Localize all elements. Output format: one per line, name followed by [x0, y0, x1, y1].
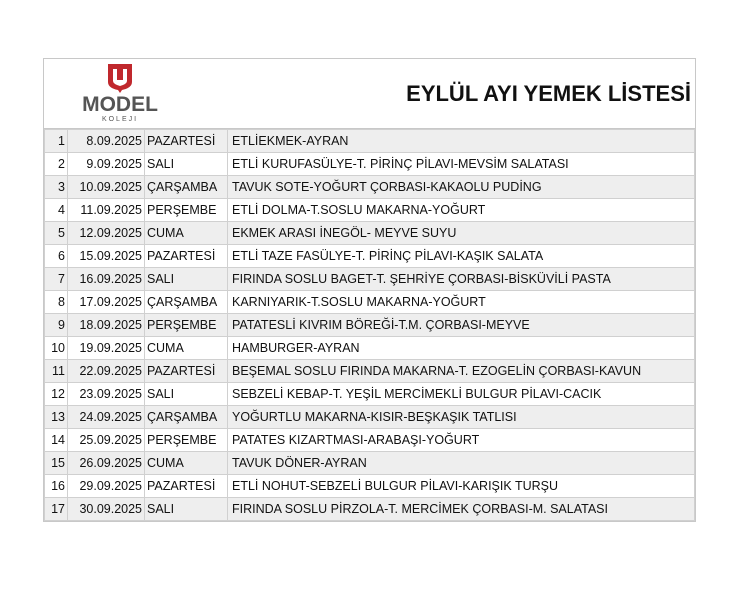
shield-icon [72, 62, 168, 94]
row-day: PERŞEMBE [145, 429, 228, 452]
row-number: 9 [45, 314, 68, 337]
row-day: ÇARŞAMBA [145, 291, 228, 314]
row-menu: KARNIYARIK-T.SOSLU MAKARNA-YOĞURT [228, 291, 695, 314]
row-day: CUMA [145, 452, 228, 475]
row-menu: BEŞEMAL SOSLU FIRINDA MAKARNA-T. EZOGELİN ÇORBASI-KAVUN [228, 360, 695, 383]
row-day: SALI [145, 153, 228, 176]
row-number: 1 [45, 130, 68, 153]
table-row [45, 153, 695, 176]
table-row [45, 199, 695, 222]
row-date: 24.09.2025 [68, 406, 145, 429]
row-date: 11.09.2025 [68, 199, 145, 222]
row-number: 7 [45, 268, 68, 291]
menu-sheet [43, 58, 696, 522]
row-date: 26.09.2025 [68, 452, 145, 475]
logo-subtext: KOLEJI [101, 116, 139, 123]
row-day: PAZARTESİ [145, 360, 228, 383]
row-number: 17 [45, 498, 68, 521]
row-date: 23.09.2025 [68, 383, 145, 406]
logo-text: MODEL [82, 93, 158, 116]
row-menu: SEBZELİ KEBAP-T. YEŞİL MERCİMEKLİ BULGUR PİLAVI-CACIK [228, 383, 695, 406]
sheet-header [44, 59, 695, 129]
table-row [45, 498, 695, 521]
row-day: CUMA [145, 337, 228, 360]
row-date: 8.09.2025 [68, 130, 145, 153]
table-row [45, 245, 695, 268]
row-menu: YOĞURTLU MAKARNA-KISIR-BEŞKAŞIK TATLISI [228, 406, 695, 429]
row-menu: PATATESLİ KIVRIM BÖREĞİ-T.M. ÇORBASI-MEYVE [228, 314, 695, 337]
table-row [45, 383, 695, 406]
row-number: 6 [45, 245, 68, 268]
row-number: 15 [45, 452, 68, 475]
row-date: 12.09.2025 [68, 222, 145, 245]
table-row [45, 314, 695, 337]
row-menu: EKMEK ARASI İNEGÖL- MEYVE SUYU [228, 222, 695, 245]
row-menu: ETLİ NOHUT-SEBZELİ BULGUR PİLAVI-KARIŞIK TURŞU [228, 475, 695, 498]
table-row [45, 475, 695, 498]
row-date: 29.09.2025 [68, 475, 145, 498]
row-day: ÇARŞAMBA [145, 176, 228, 199]
table-row [45, 222, 695, 245]
row-number: 16 [45, 475, 68, 498]
table-row [45, 176, 695, 199]
page-title: EYLÜL AYI YEMEK LİSTESİ [406, 81, 691, 106]
table-row [45, 337, 695, 360]
row-day: SALI [145, 383, 228, 406]
row-number: 3 [45, 176, 68, 199]
row-day: PERŞEMBE [145, 314, 228, 337]
row-day: SALI [145, 498, 228, 521]
row-date: 16.09.2025 [68, 268, 145, 291]
school-logo [72, 62, 168, 124]
row-day: PAZARTESİ [145, 130, 228, 153]
row-date: 22.09.2025 [68, 360, 145, 383]
row-menu: ETLİ DOLMA-T.SOSLU MAKARNA-YOĞURT [228, 199, 695, 222]
row-day: PAZARTESİ [145, 245, 228, 268]
row-menu: TAVUK DÖNER-AYRAN [228, 452, 695, 475]
row-day: ÇARŞAMBA [145, 406, 228, 429]
table-row [45, 452, 695, 475]
row-number: 2 [45, 153, 68, 176]
row-number: 14 [45, 429, 68, 452]
row-menu: ETLİEKMEK-AYRAN [228, 130, 695, 153]
row-menu: TAVUK SOTE-YOĞURT ÇORBASI-KAKAOLU PUDİNG [228, 176, 695, 199]
row-number: 4 [45, 199, 68, 222]
row-number: 13 [45, 406, 68, 429]
row-date: 25.09.2025 [68, 429, 145, 452]
row-date: 9.09.2025 [68, 153, 145, 176]
row-menu: ETLİ KURUFASÜLYE-T. PİRİNÇ PİLAVI-MEVSİM SALATASI [228, 153, 695, 176]
row-menu: FIRINDA SOSLU BAGET-T. ŞEHRİYE ÇORBASI-BİSKÜVİLİ PASTA [228, 268, 695, 291]
row-date: 15.09.2025 [68, 245, 145, 268]
table-row [45, 406, 695, 429]
row-menu: PATATES KIZARTMASI-ARABAŞI-YOĞURT [228, 429, 695, 452]
row-date: 10.09.2025 [68, 176, 145, 199]
row-day: SALI [145, 268, 228, 291]
row-date: 18.09.2025 [68, 314, 145, 337]
table-row [45, 130, 695, 153]
row-day: CUMA [145, 222, 228, 245]
row-number: 11 [45, 360, 68, 383]
row-number: 10 [45, 337, 68, 360]
row-number: 8 [45, 291, 68, 314]
menu-table [44, 129, 695, 521]
table-row [45, 291, 695, 314]
row-day: PAZARTESİ [145, 475, 228, 498]
row-menu: HAMBURGER-AYRAN [228, 337, 695, 360]
row-menu: ETLİ TAZE FASÜLYE-T. PİRİNÇ PİLAVI-KAŞIK SALATA [228, 245, 695, 268]
row-date: 19.09.2025 [68, 337, 145, 360]
row-date: 30.09.2025 [68, 498, 145, 521]
row-date: 17.09.2025 [68, 291, 145, 314]
table-row [45, 268, 695, 291]
row-menu: FIRINDA SOSLU PİRZOLA-T. MERCİMEK ÇORBASI-M. SALATASI [228, 498, 695, 521]
row-number: 5 [45, 222, 68, 245]
row-number: 12 [45, 383, 68, 406]
table-row [45, 360, 695, 383]
row-day: PERŞEMBE [145, 199, 228, 222]
table-row [45, 429, 695, 452]
